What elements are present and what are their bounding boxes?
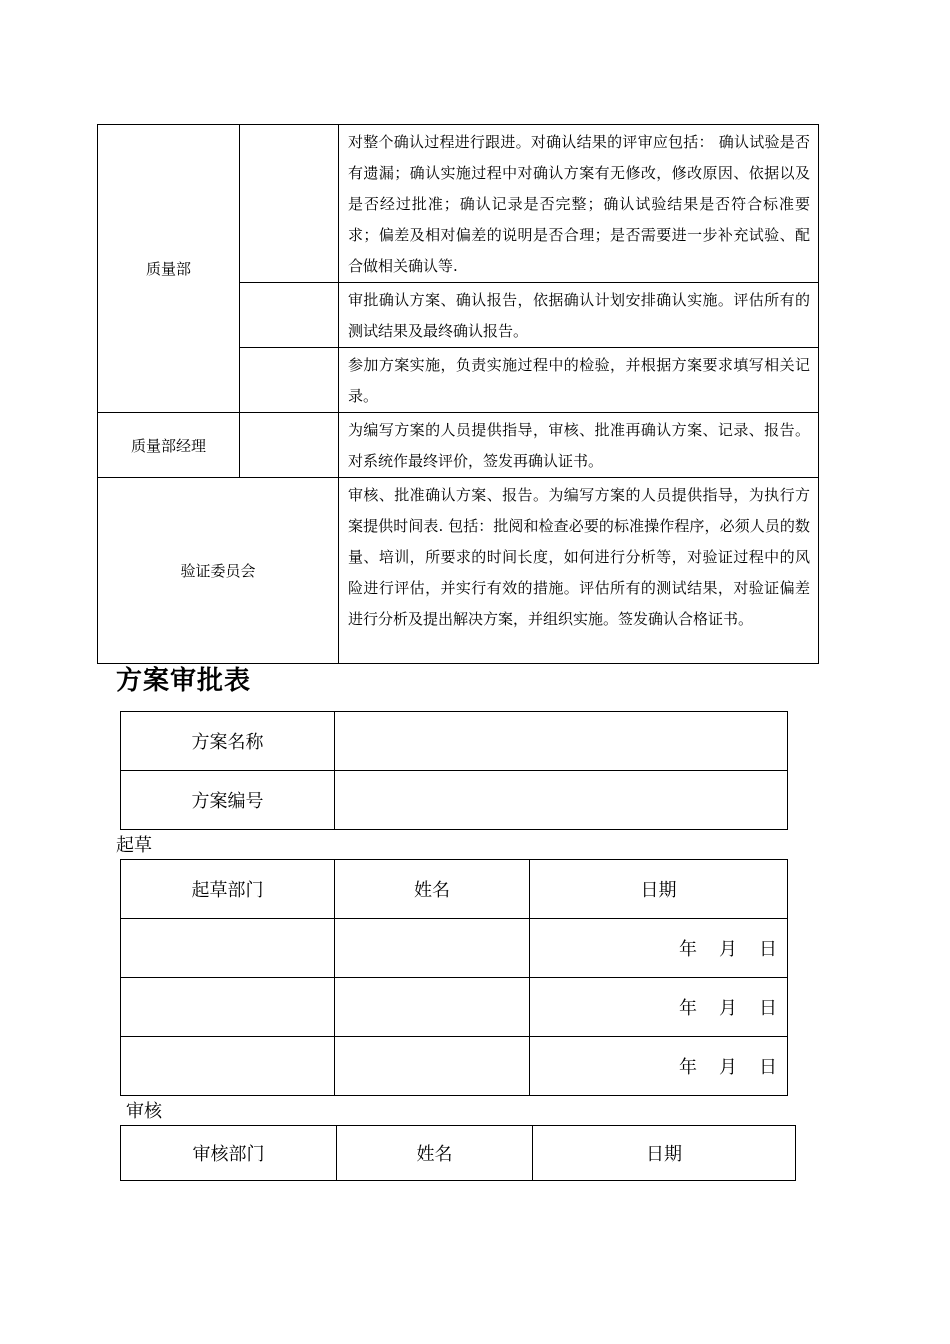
draft-date-field[interactable] bbox=[530, 919, 788, 978]
empty-cell bbox=[240, 413, 339, 478]
draft-dept-field[interactable] bbox=[121, 1037, 335, 1096]
responsibility-desc: 对整个确认过程进行跟进。对确认结果的评审应包括： 确认试验是否有遗漏；确认实施过程中对确认方案有无修改，修改原因、依据以及是否经过批准；确认记录是否完整；确认试验结果是否符合标准要求；偏差及相对偏差的说明是否合理；是否需要进一步补充试验、配合做相关确认等. bbox=[339, 125, 819, 283]
empty-cell bbox=[240, 125, 339, 283]
draft-name-field[interactable] bbox=[335, 978, 530, 1037]
month-label: 月 bbox=[719, 939, 737, 960]
plan-number-field[interactable] bbox=[335, 771, 788, 830]
empty-cell bbox=[240, 283, 339, 348]
plan-name-field[interactable] bbox=[335, 712, 788, 771]
draft-name-header: 姓名 bbox=[335, 860, 530, 919]
draft-table bbox=[120, 859, 788, 1096]
responsibility-desc: 审核、批准确认方案、报告。为编写方案的人员提供指导，为执行方案提供时间表. 包括：批阅和检查必要的标准操作程序，必须人员的数量、培训，所要求的时间长度，如何进行分析等，对验证过程中的风险进行评估，并实行有效的措施。评估所有的测试结果，对验证偏差进行分析及提出解决方案，并组织实施。签发确认合格证书。 bbox=[339, 478, 819, 664]
draft-dept-field[interactable] bbox=[121, 978, 335, 1037]
draft-section-label: 起草 bbox=[116, 835, 152, 856]
plan-info-table bbox=[120, 711, 788, 830]
review-section-label: 审核 bbox=[126, 1101, 162, 1122]
responsibility-table bbox=[97, 124, 819, 664]
responsibility-desc: 审批确认方案、确认报告，依据确认计划安排确认实施。评估所有的测试结果及最终确认报告。 bbox=[339, 283, 819, 348]
day-label: 日 bbox=[759, 1057, 777, 1078]
draft-date-field[interactable] bbox=[530, 1037, 788, 1096]
plan-name-label: 方案名称 bbox=[121, 712, 335, 771]
responsibility-desc: 为编写方案的人员提供指导，审核、批准再确认方案、记录、报告。对系统作最终评价，签发再确认证书。 bbox=[339, 413, 819, 478]
responsibility-desc: 参加方案实施，负责实施过程中的检验，并根据方案要求填写相关记录。 bbox=[339, 348, 819, 413]
empty-cell bbox=[240, 348, 339, 413]
year-label: 年 bbox=[679, 939, 697, 960]
form-title: 方案审批表 bbox=[116, 666, 252, 696]
dept-cell-validation-committee: 验证委员会 bbox=[98, 478, 339, 664]
month-label: 月 bbox=[719, 1057, 737, 1078]
plan-number-label: 方案编号 bbox=[121, 771, 335, 830]
draft-dept-header: 起草部门 bbox=[121, 860, 335, 919]
review-date-header: 日期 bbox=[533, 1126, 796, 1181]
review-table bbox=[120, 1125, 796, 1181]
year-label: 年 bbox=[679, 1057, 697, 1078]
year-label: 年 bbox=[679, 998, 697, 1019]
dept-cell-quality: 质量部 bbox=[98, 125, 240, 413]
dept-cell-quality-manager: 质量部经理 bbox=[98, 413, 240, 478]
month-label: 月 bbox=[719, 998, 737, 1019]
draft-date-header: 日期 bbox=[530, 860, 788, 919]
draft-name-field[interactable] bbox=[335, 919, 530, 978]
review-name-header: 姓名 bbox=[337, 1126, 533, 1181]
day-label: 日 bbox=[759, 998, 777, 1019]
draft-date-field[interactable] bbox=[530, 978, 788, 1037]
day-label: 日 bbox=[759, 939, 777, 960]
draft-dept-field[interactable] bbox=[121, 919, 335, 978]
review-dept-header: 审核部门 bbox=[121, 1126, 337, 1181]
draft-name-field[interactable] bbox=[335, 1037, 530, 1096]
